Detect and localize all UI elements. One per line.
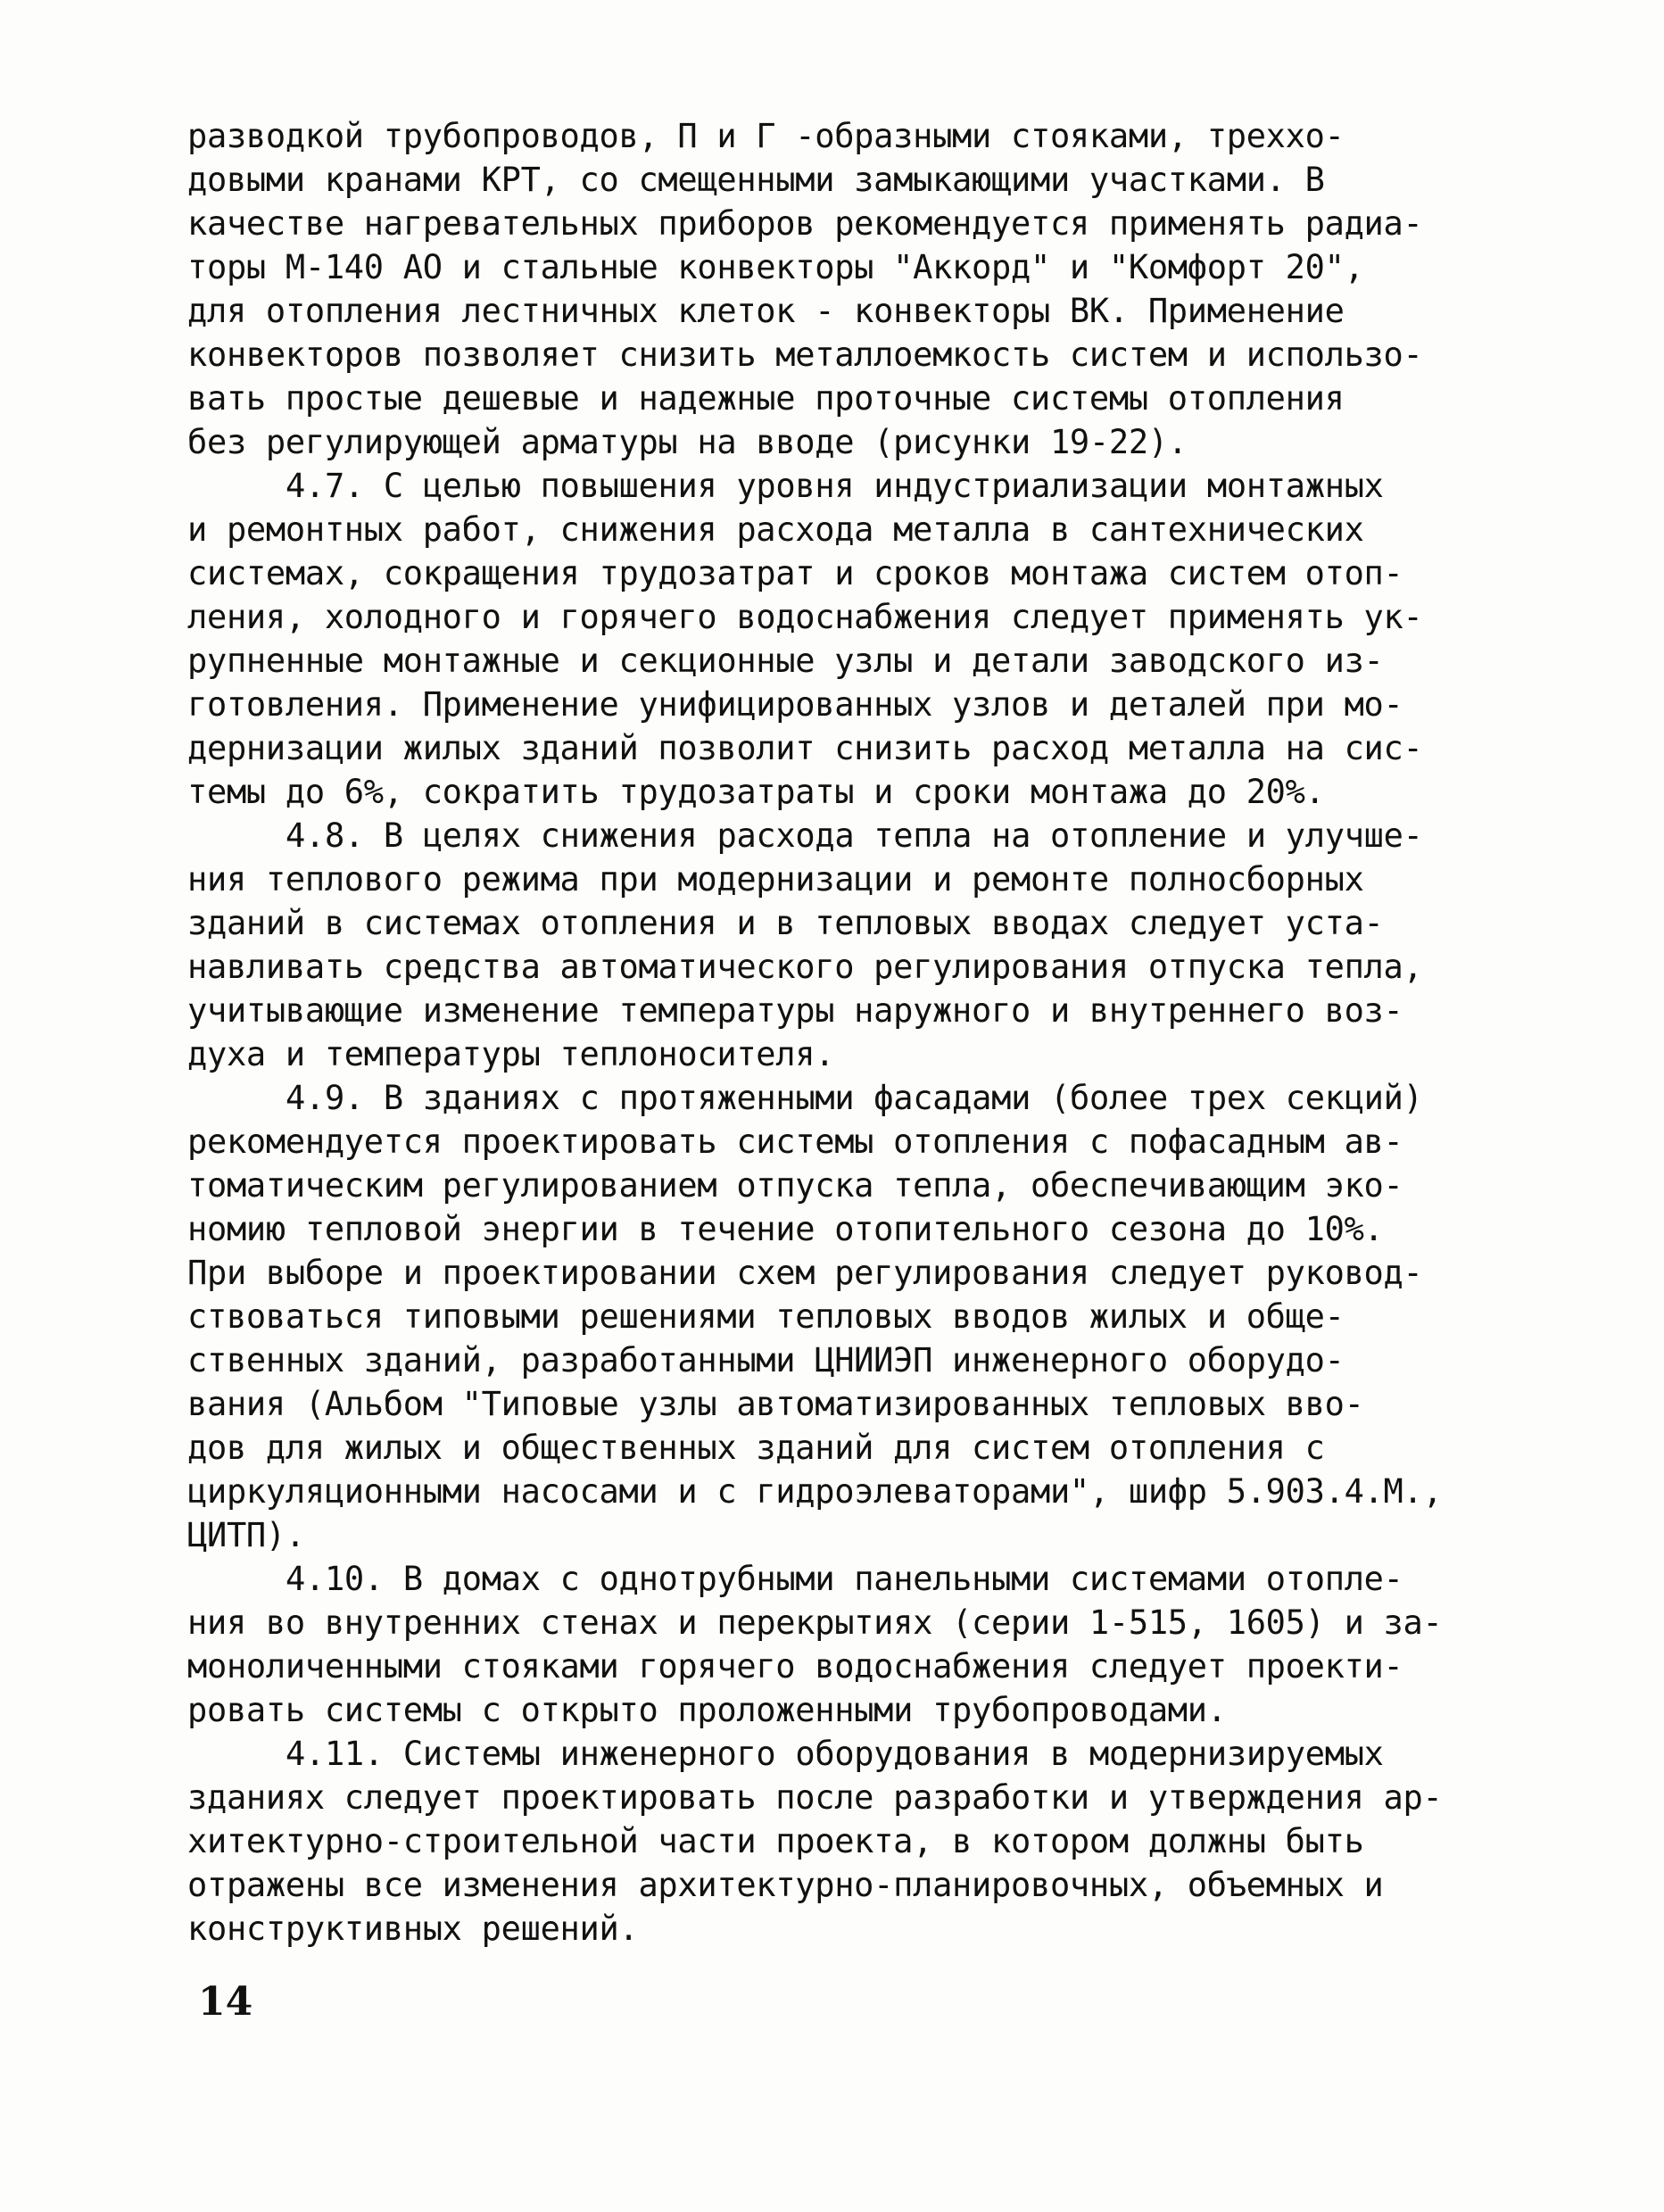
text-line: конвекторов позволяет снизить металлоемкость систем и использо- (187, 336, 1423, 374)
paragraph-4-10 (187, 1557, 1477, 1732)
text-line: рупненные монтажные и секционные узлы и детали заводского из- (187, 642, 1384, 680)
text-line: 4.7. С целью повышения уровня индустриализации монтажных (286, 467, 1384, 505)
paragraph-4-11 (187, 1732, 1477, 1951)
text-line: и ремонтных работ, снижения расхода металла в сантехнических (187, 510, 1364, 549)
text-line: зданиях следует проектировать после разработки и утверждения ар- (187, 1778, 1443, 1817)
text-line: торы М-140 АО и стальные конвекторы "Аккорд" и "Комфорт 20", (187, 248, 1364, 286)
text-line: дернизации жилых зданий позволит снизить расход металла на сис- (187, 729, 1423, 767)
paragraph-4-8 (187, 814, 1477, 1076)
body-text (187, 114, 1477, 1951)
text-line: 4.9. В зданиях с протяженными фасадами (более трех секций) (286, 1079, 1423, 1117)
text-line: циркуляционными насосами и с гидроэлеваторами", шифр 5.903.4.М., (187, 1472, 1443, 1511)
text-line: разводкой трубопроводов, П и Г -образными стояками, треххо- (187, 117, 1345, 155)
text-line: конструктивных решений. (187, 1910, 639, 1948)
text-line: системах, сокращения трудозатрат и сроков монтажа систем отоп- (187, 554, 1403, 592)
text-line: без регулирующей арматуры на вводе (рисунки 19-22). (187, 423, 1188, 461)
text-line: 4.8. В целях снижения расхода тепла на отопление и улучше- (286, 816, 1423, 855)
paragraph-4-7 (187, 464, 1477, 814)
text-line: ЦИТП). (187, 1516, 305, 1554)
text-line: 4.10. В домах с однотрубными панельными системами отопле- (286, 1560, 1403, 1598)
text-line: ния во внутренних стенах и перекрытиях (серии 1-515, 1605) и за- (187, 1603, 1443, 1642)
text-line: довыми кранами КРТ, со смещенными замыкающими участками. В (187, 161, 1325, 199)
text-line: готовления. Применение унифицированных узлов и деталей при мо- (187, 685, 1403, 724)
text-line: дов для жилых и общественных зданий для систем отопления с (187, 1429, 1325, 1467)
text-line: ления, холодного и горячего водоснабжения следует применять ук- (187, 598, 1423, 636)
paragraph-continuation (187, 114, 1477, 464)
text-line: 4.11. Системы инженерного оборудования в модернизируемых (286, 1735, 1384, 1773)
text-line: При выборе и проектировании схем регулирования следует руковод- (187, 1254, 1423, 1292)
text-line: навливать средства автоматического регулирования отпуска тепла, (187, 948, 1423, 986)
text-line: темы до 6%, сократить трудозатраты и сроки монтажа до 20%. (187, 773, 1325, 811)
text-line: номию тепловой энергии в течение отопительного сезона до 10%. (187, 1210, 1384, 1248)
text-line: томатическим регулированием отпуска тепла, обеспечивающим эко- (187, 1166, 1403, 1205)
text-line: духа и температуры теплоносителя. (187, 1035, 835, 1073)
text-line: учитывающие изменение температуры наружного и внутреннего воз- (187, 991, 1403, 1030)
text-line: ственных зданий, разработанными ЦНИИЭП инженерного оборудо- (187, 1341, 1345, 1379)
text-line: для отопления лестничных клеток - конвекторы ВК. Применение (187, 292, 1345, 330)
paragraph-4-9 (187, 1076, 1477, 1557)
text-line: ния теплового режима при модернизации и ремонте полносборных (187, 860, 1364, 899)
text-line: зданий в системах отопления и в тепловых вводах следует уста- (187, 904, 1384, 942)
text-line: хитектурно-строительной части проекта, в котором должны быть (187, 1822, 1364, 1860)
text-line: качестве нагревательных приборов рекомендуется применять радиа- (187, 204, 1423, 243)
page-number: 14 (198, 1979, 253, 2025)
text-line: ровать системы с открыто проложенными трубопроводами. (187, 1691, 1227, 1729)
text-line: моноличенными стояками горячего водоснабжения следует проекти- (187, 1647, 1403, 1686)
text-line: вать простые дешевые и надежные проточные системы отопления (187, 379, 1345, 418)
text-line: вания (Альбом "Типовые узлы автоматизированных тепловых вво- (187, 1385, 1364, 1423)
text-line: рекомендуется проектировать системы отопления с пофасадным ав- (187, 1123, 1403, 1161)
text-line: ствоваться типовыми решениями тепловых вводов жилых и обще- (187, 1297, 1345, 1336)
text-line: отражены все изменения архитектурно-планировочных, объемных и (187, 1866, 1384, 1904)
